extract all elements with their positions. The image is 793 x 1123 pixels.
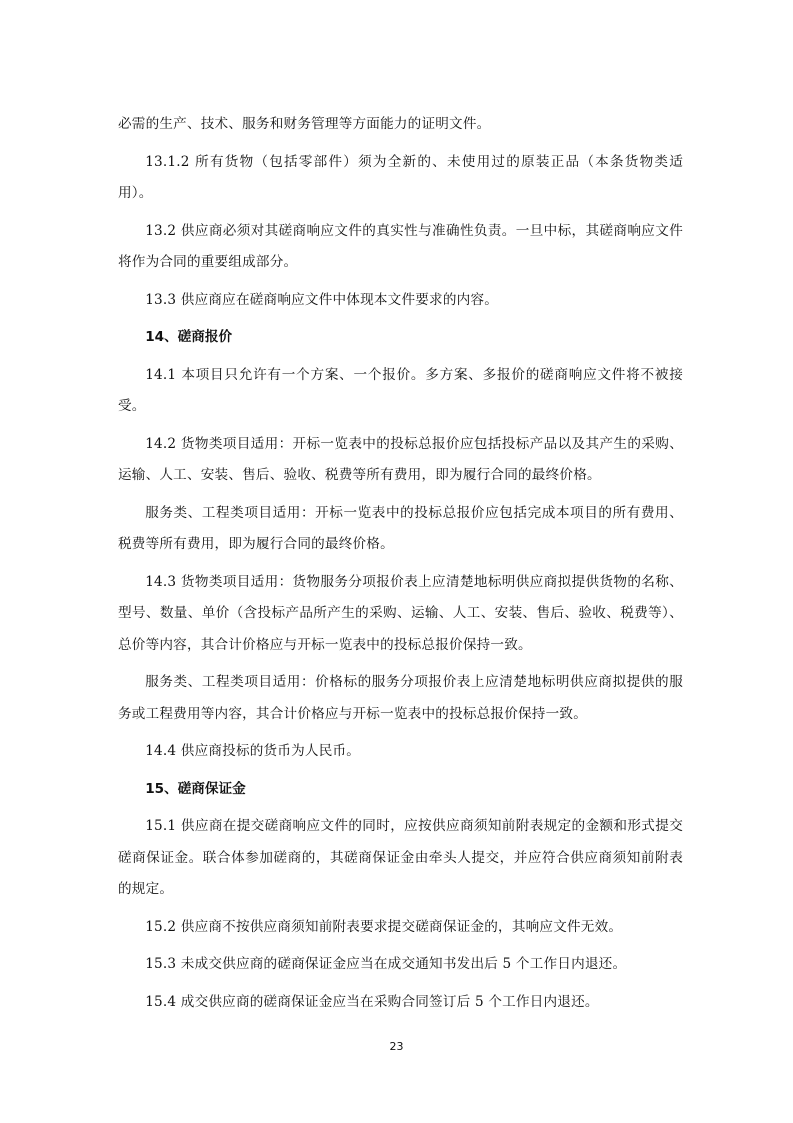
paragraph-14-1: 14.1 本项目只允许有一个方案、一个报价。多方案、多报价的磋商响应文件将不被接受。 xyxy=(118,366,683,414)
paragraph-continuation: 必需的生产、技术、服务和财务管理等方面能力的证明文件。 xyxy=(118,116,491,132)
page-body xyxy=(118,109,683,1018)
paragraph-13-3: 13.3 供应商应在磋商响应文件中体现本文件要求的内容。 xyxy=(145,291,499,308)
paragraph-14-4: 14.4 供应商投标的货币为人民币。 xyxy=(145,743,361,759)
paragraph-15-4: 15.4 成交供应商的磋商保证金应当在采购合同签订后 5 个工作日内退还。 xyxy=(145,993,599,1010)
paragraph-13-1-2: 13.1.2 所有货物（包括零部件）须为全新的、未使用过的原装正品（本条货物类适用）。 xyxy=(118,153,683,201)
paragraph-14-3: 14.3 货物类项目适用：货物服务分项报价表上应清楚地标明供应商拟提供货物的名称、型号、数量、单价（含投标产品所产生的采购、运输、人工、安装、售后、验收、税费等）、总价等内容，其合计价格应与开标一览表中的投标总报价保持一致。 xyxy=(118,573,683,653)
page-number: 23 xyxy=(389,1040,404,1053)
paragraph-15-1: 15.1 供应商在提交磋商响应文件的同时，应按供应商须知前附表规定的金额和形式提交磋商保证金。联合体参加磋商的，其磋商保证金由牵头人提交，并应符合供应商须知前附表的规定。 xyxy=(118,818,683,897)
paragraph-15-3: 15.3 未成交供应商的磋商保证金应当在成交通知书发出后 5 个工作日内退还。 xyxy=(145,956,627,972)
paragraph-14-2: 14.2 货物类项目适用：开标一览表中的投标总报价应包括投标产品以及其产生的采购、运输、人工、安装、售后、验收、税费等所有费用，即为履行合同的最终价格。 xyxy=(118,435,683,483)
paragraph-13-2: 13.2 供应商必须对其磋商响应文件的真实性与准确性负责。一旦中标，其磋商响应文件将作为合同的重要组成部分。 xyxy=(118,222,683,270)
section-heading-14: 14、磋商报价 xyxy=(145,329,233,345)
section-heading-15: 15、磋商保证金 xyxy=(145,780,246,797)
paragraph-14-3-services: 服务类、工程类项目适用：价格标的服务分项报价表上应清楚地标明供应商拟提供的服务或工程费用等内容，其合计价格应与开标一览表中的投标总报价保持一致。 xyxy=(118,674,683,722)
paragraph-14-2-services: 服务类、工程类项目适用：开标一览表中的投标总报价应包括完成本项目的所有费用、税费等所有费用，即为履行合同的最终价格。 xyxy=(118,504,683,552)
paragraph-15-2: 15.2 供应商不按供应商须知前附表要求提交磋商保证金的，其响应文件无效。 xyxy=(145,918,623,935)
